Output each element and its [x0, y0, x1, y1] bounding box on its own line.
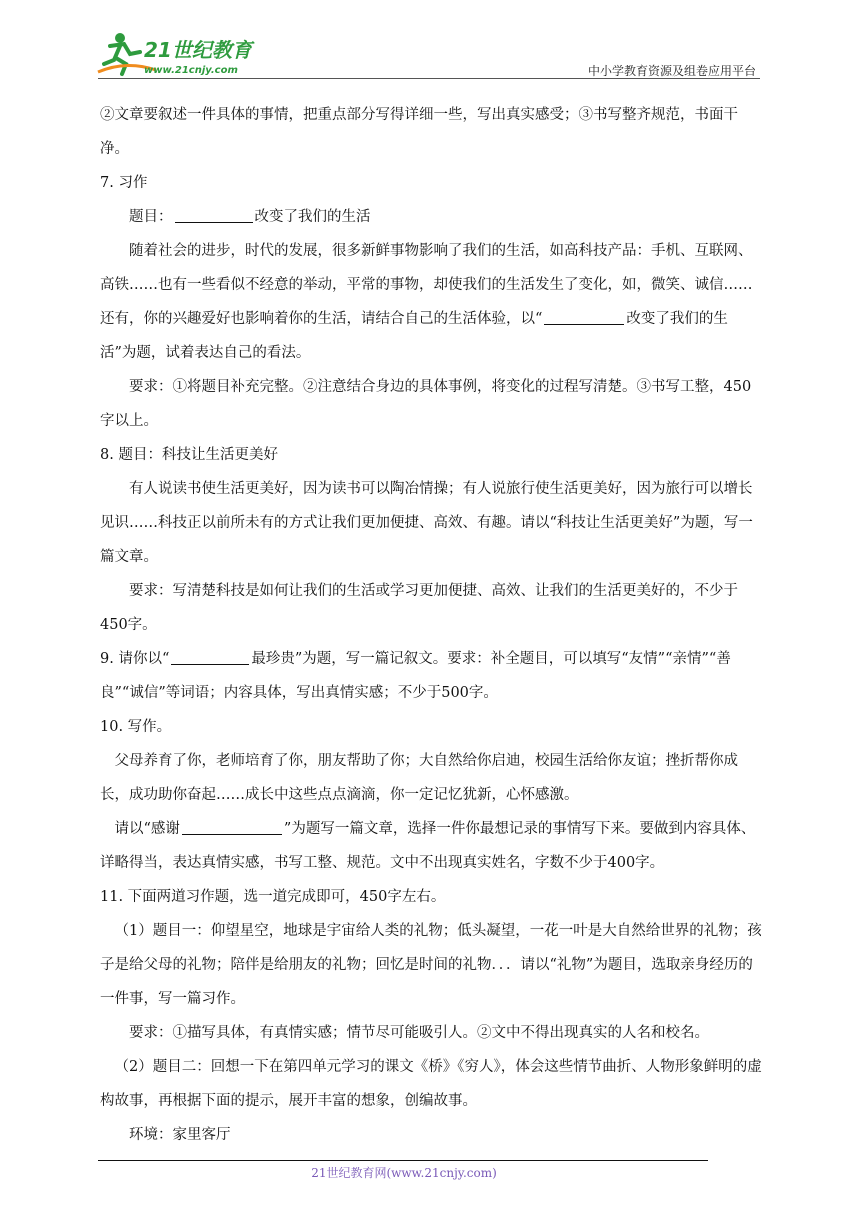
q11-option-2-environment: 环境：家里客厅 [129, 1127, 231, 1143]
fill-blank[interactable] [182, 820, 282, 835]
svg-text:www.21cnjy.com: www.21cnjy.com [144, 65, 238, 76]
paragraph-intro: ②文章要叙述一件具体的事情，把重点部分写得详细一些，写出真实感受；③书写整齐规范，书面干净。 [100, 107, 738, 157]
q7-body: 随着社会的进步，时代的发展，很多新鲜事物影响了我们的生活，如高科技产品：手机、互联网、高铁……也有一些看似不经意的举动，平常的事物，却使我们的生活发生了变化，如，微笑、诚信……还有，你的兴趣爱好也影响着你的生活，请结合自己的生活体验，以“ 改变了我们的生活”为题，试着表达自己的看法。 [100, 243, 753, 361]
q7-topic: 题目： 改变了我们的生活 [129, 209, 371, 225]
q9-prompt: 9. 请你以“ 最珍贵”为题，写一篇记叙文。要求：补全题目，可以填写“友情”“亲情”“善良”“诚信”等词语；内容具体，写出真情实感；不少于500字。 [100, 651, 731, 701]
platform-name: 中小学教育资源及组卷应用平台 [587, 64, 756, 78]
q8-requirements: 要求：写清楚科技是如何让我们的生活或学习更加便捷、高效、让我们的生活更美好的，不少于450字。 [100, 583, 738, 633]
q11-option-1: （1）题目一：仰望星空，地球是宇宙给人类的礼物；低头凝望，一花一叶是大自然给世界的礼物；孩子是给父母的礼物；陪伴是给朋友的礼物；回忆是时间的礼物．．．请以“礼物”为题目，选取亲身经历的一件事，写一篇习作。 [100, 923, 762, 1007]
q7-requirements: 要求：①将题目补充完整。②注意结合身边的具体事例，将变化的过程写清楚。③书写工整，450字以上。 [100, 379, 752, 429]
q11-title: 11. 下面两道习作题，选一道完成即可，450字左右。 [100, 889, 446, 905]
document-body [100, 98, 764, 1152]
page-header [0, 0, 860, 82]
fill-blank[interactable] [171, 650, 249, 665]
q10-requirements: 请以“感谢 ”为题写一篇文章，选择一件你最想记录的事情写下来。要做到内容具体、详略得当，表达真情实感，书写工整、规范。文中不出现真实姓名，字数不少于400字。 [100, 821, 756, 871]
header-divider [98, 78, 760, 79]
q10-title: 10. 写作。 [100, 719, 172, 735]
q8-title: 8. 题目：科技让生活更美好 [100, 447, 278, 463]
svg-text:21世纪教育: 21世纪教育 [144, 38, 252, 62]
q7-title: 7. 习作 [100, 175, 148, 191]
q10-body: 父母养育了你，老师培育了你，朋友帮助了你；大自然给你启迪，校园生活给你友谊；挫折帮你成长，成功助你奋起……成长中这些点点滴滴，你一定记忆犹新，心怀感激。 [100, 753, 738, 803]
q11-option-1-requirements: 要求：①描写具体，有真情实感；情节尽可能吸引人。②文中不得出现真实的人名和校名。 [129, 1025, 709, 1041]
q11-option-2: （2）题目二：回想一下在第四单元学习的课文《桥》《穷人》，体会这些情节曲折、人物形象鲜明的虚构故事，再根据下面的提示，展开丰富的想象，创编故事。 [100, 1059, 762, 1109]
fill-blank[interactable] [544, 310, 624, 325]
fill-blank[interactable] [175, 208, 253, 223]
footer-divider [98, 1160, 708, 1161]
q8-body: 有人说读书使生活更美好，因为读书可以陶冶情操；有人说旅行使生活更美好，因为旅行可以增长见识……科技正以前所未有的方式让我们更加便捷、高效、有趣。请以“科技让生活更美好”为题，写一篇文章。 [100, 481, 753, 565]
footer-source: 21世纪教育网(www.21cnjy.com) [311, 1166, 497, 1180]
site-logo [96, 30, 266, 78]
